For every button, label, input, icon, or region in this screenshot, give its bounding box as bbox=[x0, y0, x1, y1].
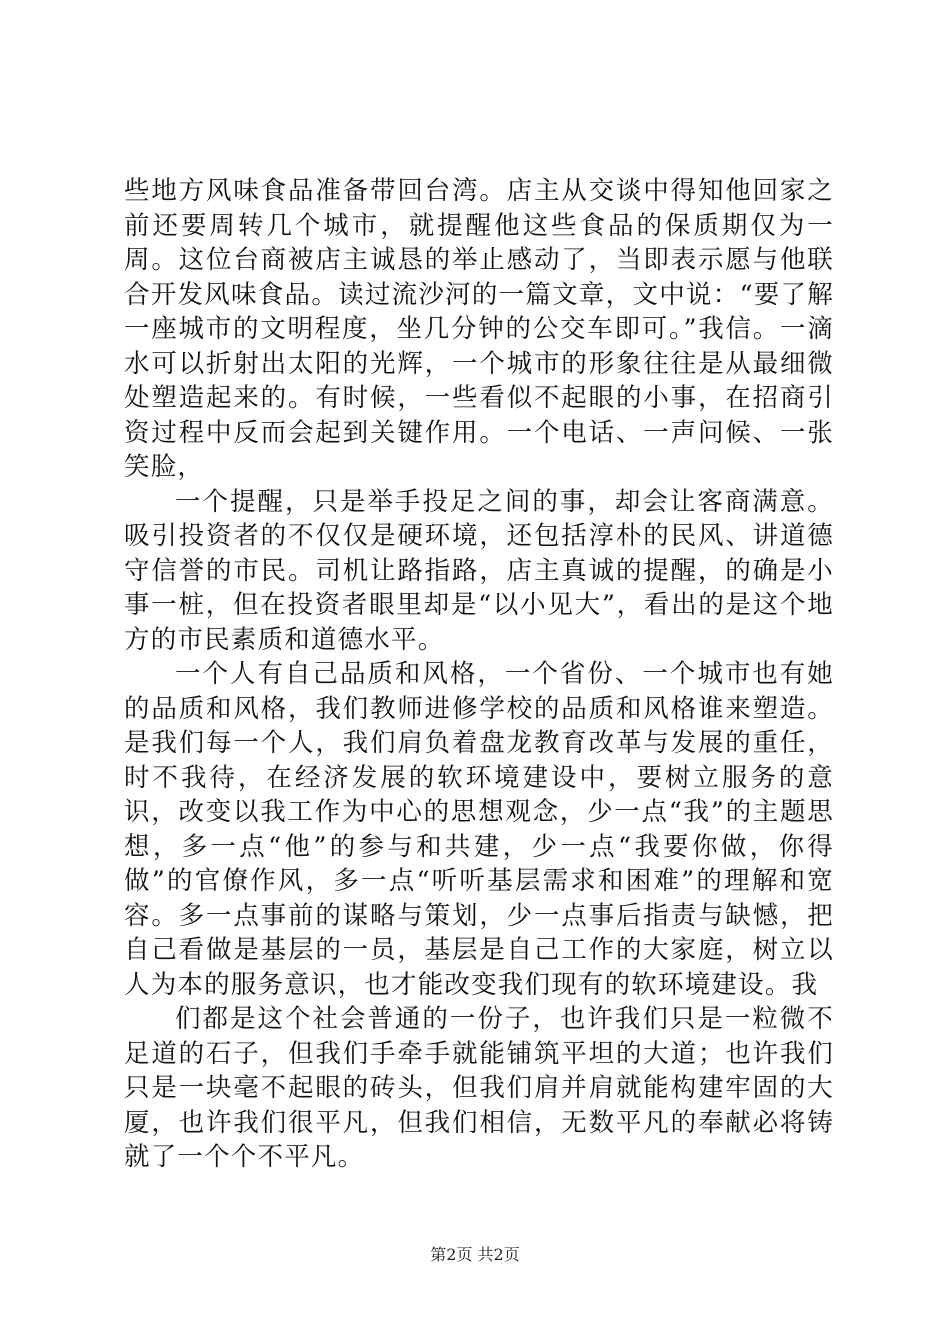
paragraph-4: 们都是这个社会普通的一份子，也许我们只是一粒微不足道的石子，但我们手牵手就能铺筑平坦的大道；也许我们只是一块毫不起眼的砖头，但我们肩并肩就能构建牢固的大厦，也许我们很平凡，但我们相信，无数平凡的奉献必将铸就了一个个不平凡。 bbox=[124, 1004, 834, 1172]
paragraph-1: 些地方风味食品准备带回台湾。店主从交谈中得知他回家之前还要周转几个城市，就提醒他这些食品的保质期仅为一周。这位台商被店主诚恳的举止感动了，当即表示愿与他联合开发风味食品。读过流沙河的一篇文章，文中说：“要了解一座城市的文明程度，坐几分钟的公交车即可。”我信。一滴水可以折射出太阳的光辉，一个城市的形象往往是从最细微处塑造起来的。有时候，一些看似不起眼的小事，在招商引资过程中反而会起到关键作用。一个电话、一声问候、一张笑脸， bbox=[124, 176, 834, 482]
paragraph-2: 一个提醒，只是举手投足之间的事，却会让客商满意。吸引投资者的不仅仅是硬环境，还包括淳朴的民风、讲道德守信誉的市民。司机让路指路，店主真诚的提醒，的确是小事一桩，但在投资者眼里却是“以小见大”，看出的是这个地方的市民素质和道德水平。 bbox=[124, 486, 834, 655]
page-number-footer: 第2页 共2页 bbox=[430, 1245, 520, 1264]
document-body bbox=[124, 174, 834, 1175]
paragraph-3: 一个人有自己品质和风格，一个省份、一个城市也有她的品质和风格，我们教师进修学校的品质和风格谁来塑造。是我们每一个人，我们肩负着盘龙教育改革与发展的重任，时不我待，在经济发展的软环境建设中，要树立服务的意识，改变以我工作为中心的思想观念，少一点“我”的主题思想，多一点“他”的参与和共建，少一点“我要你做，你得做”的官僚作风，多一点“听听基层需求和困难”的理解和宽容。多一点事前的谋略与策划，少一点事后指责与缺憾，把自己看做是基层的一员，基层是自己工作的大家庭，树立以人为本的服务意识，也才能改变我们现有的软环境建设。我 bbox=[124, 659, 834, 1000]
